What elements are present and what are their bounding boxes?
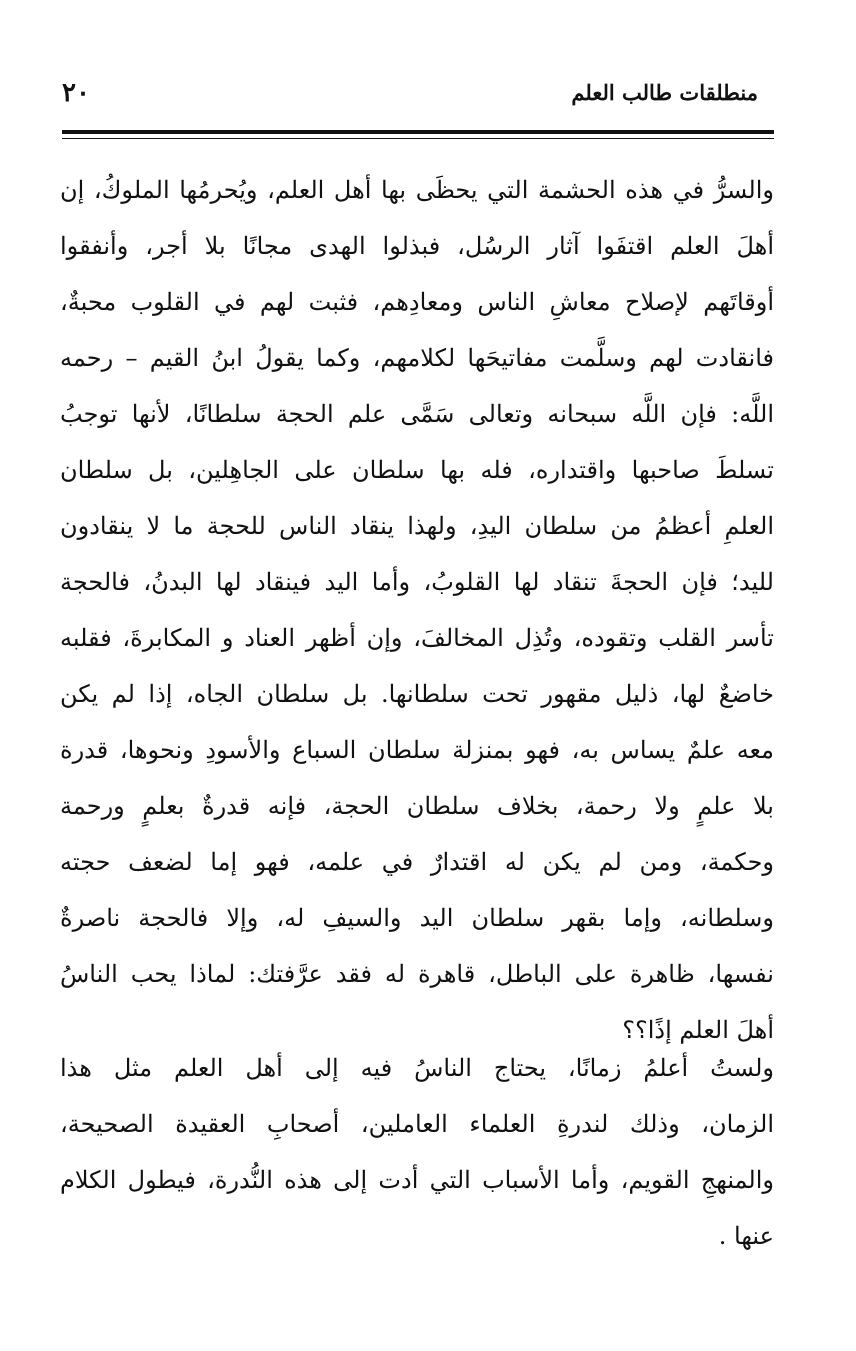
text-line: فانقادت لهم وسلَّمت مفاتيحَها لكلامهم، وكما يقولُ ابنُ القيم – رحمه	[60, 344, 774, 372]
text-line: معه علمٌ يساس به، فهو بمنزلة سلطان السباع والأسودِ ونحوها، قدرة	[60, 736, 774, 764]
text-line: عنها .	[718, 1222, 774, 1250]
paragraph-1	[60, 162, 774, 1058]
paragraph-2	[60, 1040, 774, 1264]
text-line: العلمِ أعظمُ من سلطان اليدِ، ولهذا ينقاد الناس للحجة ما لا ينقادون	[60, 512, 774, 540]
text-line: والسرُّ في هذه الحشمة التي يحظَى بها أهل العلم، ويُحرمُها الملوكُ، إن	[60, 176, 774, 204]
text-line: تسلطَ صاحبها واقتداره، فله بها سلطان على الجاهِلين، بل سلطان	[60, 456, 774, 484]
header-rule-thick	[62, 130, 774, 134]
running-title: منطلقات طالب العلم	[571, 80, 758, 105]
text-line: بلا علمٍ ولا رحمة، بخلاف سلطان الحجة، فإنه قدرةٌ بعلمٍ ورحمة	[60, 792, 774, 820]
page-number: ٢٠	[62, 78, 90, 108]
text-line: أهلَ العلم إذًا؟؟	[622, 1016, 774, 1044]
text-line: وحكمة، ومن لم يكن له اقتدارٌ في علمه، فهو إما لضعف حجته	[60, 848, 774, 876]
text-line: لليد؛ فإن الحجةَ تنقاد لها القلوبُ، وأما اليد فينقاد لها البدنُ، فالحجة	[60, 568, 774, 596]
text-line: خاضعٌ لها، ذليل مقهور تحت سلطانها. بل سلطان الجاه، إذا لم يكن	[60, 680, 774, 708]
text-line: أهلَ العلم اقتفَوا آثار الرسُل، فبذلوا الهدى مجانًا بلا أجر، وأنفقوا	[60, 232, 775, 260]
text-line: ولستُ أعلمُ زمانًا، يحتاج الناسُ فيه إلى أهل العلم مثل هذا	[60, 1054, 774, 1082]
header-rule-thin	[62, 138, 774, 139]
text-line: الزمان، وذلك لندرةِ العلماء العاملين، أصحابِ العقيدة الصحيحة،	[60, 1110, 774, 1138]
text-line: نفسها، ظاهرة على الباطل، قاهرة له فقد عرَّفتك: لماذا يحب الناسُ	[60, 960, 774, 988]
text-line: تأسر القلب وتقوده، وتُذِل المخالفَ، وإن أظهر العناد و المكابرةَ، فقلبه	[60, 624, 774, 652]
text-line: والمنهجِ القويم، وأما الأسباب التي أدت إلى هذه النُّدرة، فيطول الكلام	[60, 1166, 775, 1194]
text-line: وسلطانه، وإما بقهر سلطان اليد والسيفِ له، وإلا فالحجة ناصرةٌ	[60, 904, 774, 932]
text-line: أوقاتَهم لإصلاح معاشِ الناس ومعادِهم، فثبت لهم في القلوب محبةٌ،	[60, 288, 774, 316]
text-line: اللَّه: فإن اللَّه سبحانه وتعالى سَمَّى علم الحجة سلطانًا، لأنها توجبُ	[60, 400, 775, 428]
